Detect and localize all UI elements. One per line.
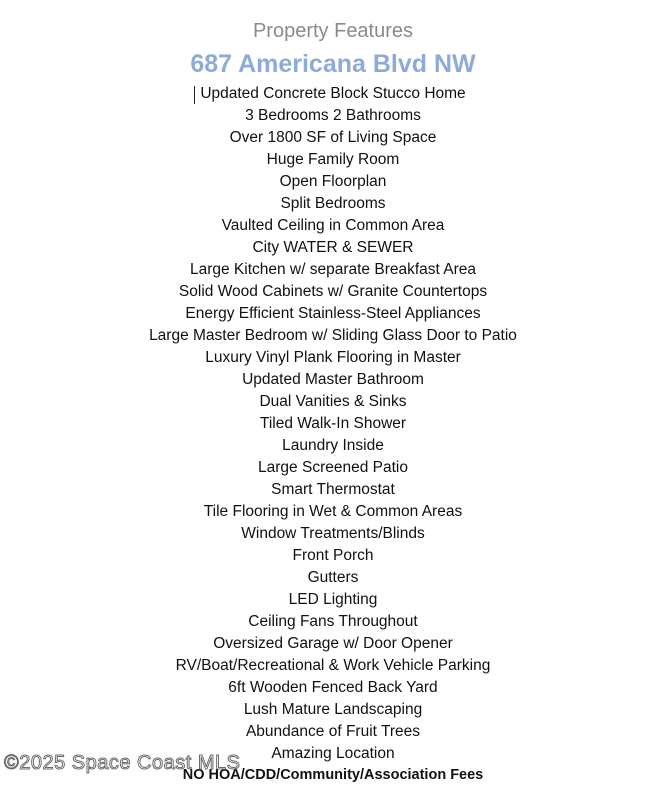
feature-item: Luxury Vinyl Plank Flooring in Master [205, 349, 461, 366]
feature-item: RV/Boat/Recreational & Work Vehicle Parking [175, 657, 491, 674]
feature-item: Energy Efficient Stainless-Steel Appliances [185, 305, 481, 322]
feature-item: Open Floorplan [279, 173, 387, 190]
feature-item: Tiled Walk-In Shower [259, 415, 407, 432]
feature-item: Updated Master Bathroom [242, 371, 424, 388]
feature-item: Large Screened Patio [258, 459, 408, 476]
feature-item: Large Master Bedroom w/ Sliding Glass Door to Patio [149, 327, 517, 344]
feature-item: Lush Mature Landscaping [243, 701, 423, 718]
feature-item: Abundance of Fruit Trees [245, 723, 421, 740]
feature-item: City WATER & SEWER [252, 239, 414, 256]
feature-item: 3 Bedrooms 2 Bathrooms [245, 107, 421, 124]
document-subtitle: Property Features [252, 20, 414, 42]
feature-item: 6ft Wooden Fenced Back Yard [228, 679, 438, 696]
feature-item: Vaulted Ceiling in Common Area [221, 217, 445, 234]
no-fees-note: NO HOA/CDD/Community/Association Fees [182, 767, 484, 783]
feature-item: Split Bedrooms [280, 195, 386, 212]
feature-item: Updated Concrete Block Stucco Home [200, 85, 466, 102]
feature-item: Large Kitchen w/ separate Breakfast Area [189, 261, 477, 278]
feature-item: Smart Thermostat [271, 481, 395, 498]
property-address-title: 687 Americana Blvd NW [190, 50, 476, 78]
feature-list [0, 83, 666, 785]
feature-item: Laundry Inside [282, 437, 384, 454]
feature-item: Huge Family Room [266, 151, 400, 168]
feature-item: LED Lighting [288, 591, 378, 608]
feature-item: Tile Flooring in Wet & Common Areas [203, 503, 463, 520]
feature-item: Window Treatments/Blinds [241, 525, 425, 542]
mls-watermark: ©2025 Space Coast MLS [4, 752, 241, 774]
feature-item: Oversized Garage w/ Door Opener [213, 635, 453, 652]
feature-item: Over 1800 SF of Living Space [229, 129, 437, 146]
feature-item: Front Porch [292, 547, 374, 564]
feature-item: Ceiling Fans Throughout [248, 613, 418, 630]
feature-item: Gutters [307, 569, 359, 586]
feature-item: Dual Vanities & Sinks [259, 393, 407, 410]
feature-item: Solid Wood Cabinets w/ Granite Countertops [178, 283, 488, 300]
feature-item: Amazing Location [271, 745, 395, 762]
